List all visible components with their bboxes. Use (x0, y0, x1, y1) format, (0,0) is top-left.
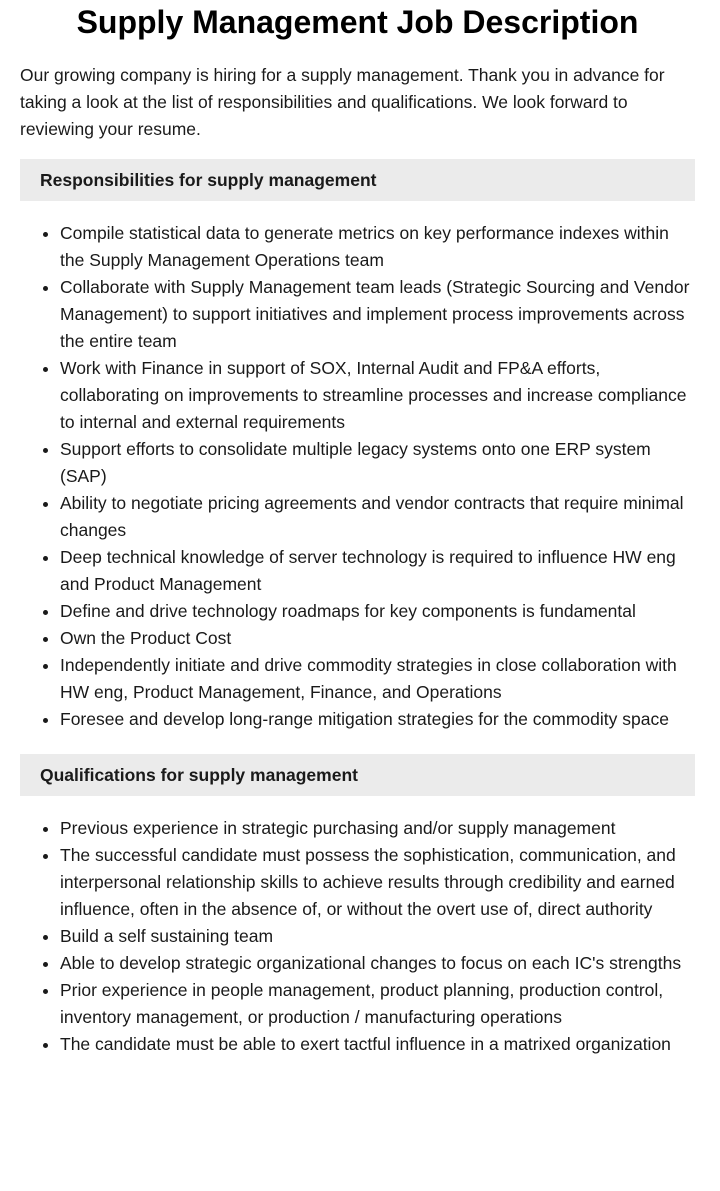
list-item: Build a self sustaining team (60, 923, 695, 950)
list-item: Define and drive technology roadmaps for key components is fundamental (60, 598, 695, 625)
list-item: Foresee and develop long-range mitigation strategies for the commodity space (60, 706, 695, 733)
list-item: The successful candidate must possess the sophistication, communication, and interpersonal relationship skills to achieve results through credibility and earned influence, often in the absence of, or without the overt use of, direct authority (60, 842, 695, 923)
responsibilities-list (20, 220, 695, 733)
list-item: Ability to negotiate pricing agreements and vendor contracts that require minimal changes (60, 490, 695, 544)
list-item: Support efforts to consolidate multiple legacy systems onto one ERP system (SAP) (60, 436, 695, 490)
intro-paragraph: Our growing company is hiring for a supply management. Thank you in advance for taking a look at the list of responsibilities and qualifications. We look forward to reviewing your resume. (20, 65, 665, 139)
list-item: Collaborate with Supply Management team leads (Strategic Sourcing and Vendor Management) to support initiatives and implement process improvements across the entire team (60, 274, 695, 355)
responsibilities-heading: Responsibilities for supply management (20, 159, 695, 201)
page-title: Supply Management Job Description (76, 4, 639, 40)
list-item: Prior experience in people management, product planning, production control, inventory management, or production / manufacturing operations (60, 977, 695, 1031)
list-item: Able to develop strategic organizational changes to focus on each IC's strengths (60, 950, 695, 977)
qualifications-heading: Qualifications for supply management (20, 754, 695, 796)
list-item: Previous experience in strategic purchasing and/or supply management (60, 815, 695, 842)
list-item: Own the Product Cost (60, 625, 695, 652)
list-item: Compile statistical data to generate metrics on key performance indexes within the Supply Management Operations team (60, 220, 695, 274)
list-item: Independently initiate and drive commodity strategies in close collaboration with HW eng, Product Management, Finance, and Operations (60, 652, 695, 706)
list-item: Deep technical knowledge of server technology is required to influence HW eng and Product Management (60, 544, 695, 598)
list-item: The candidate must be able to exert tactful influence in a matrixed organization (60, 1031, 695, 1058)
qualifications-list (20, 815, 695, 1058)
list-item: Work with Finance in support of SOX, Internal Audit and FP&A efforts, collaborating on improvements to streamline processes and increase compliance to internal and external requirements (60, 355, 695, 436)
